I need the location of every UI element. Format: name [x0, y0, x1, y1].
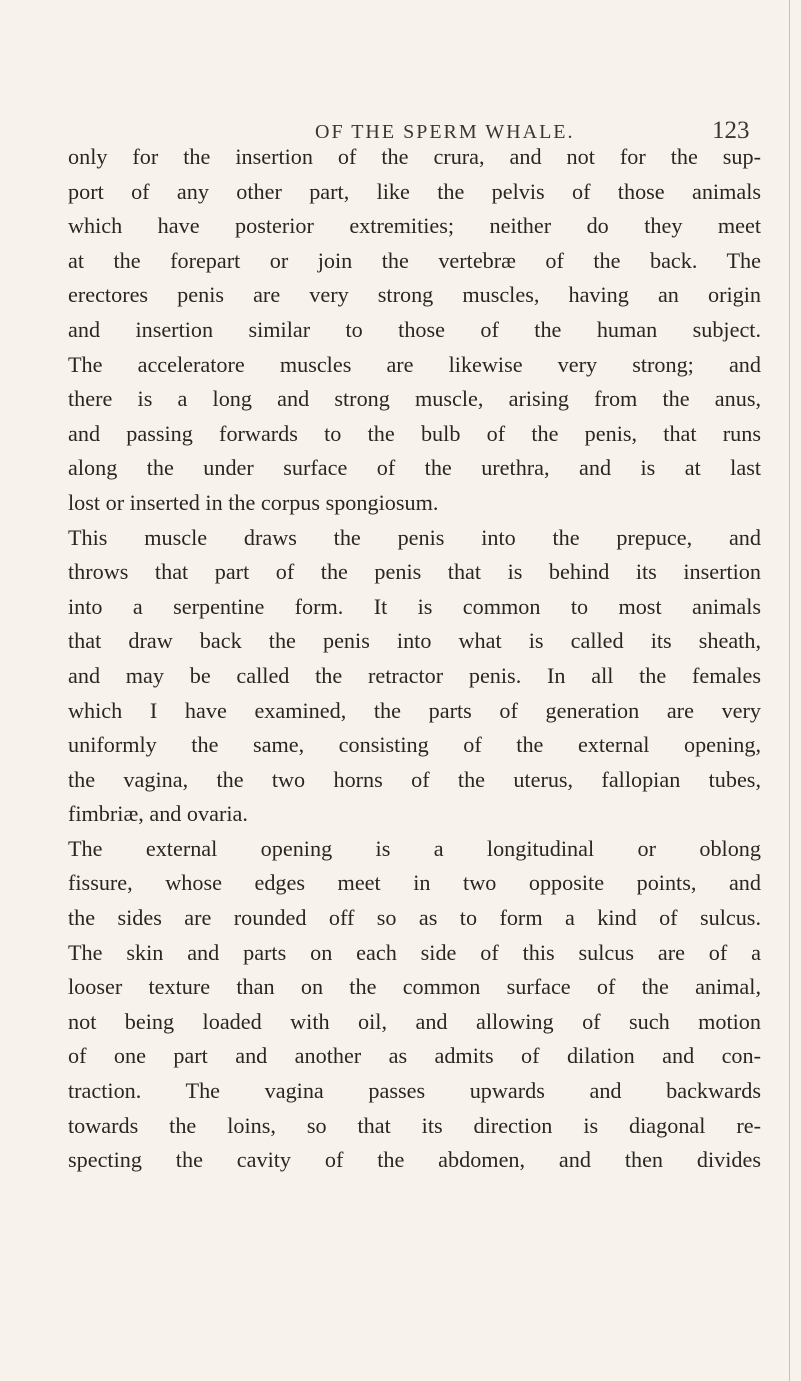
body-text	[68, 140, 761, 1178]
text-line: only for the insertion of the crura, and not for the sup-	[68, 144, 761, 169]
text-line: of one part and another as admits of dilation and con-	[68, 1043, 761, 1069]
page-number: 123	[712, 117, 750, 144]
text-line: and passing forwards to the bulb of the penis, that runs	[68, 420, 761, 446]
text-line: fissure, whose edges meet in two opposite points, and	[68, 870, 761, 896]
text-line: uniformly the same, consisting of the external opening,	[68, 732, 761, 758]
text-line: throws that part of the penis that is behind its insertion	[68, 559, 761, 585]
text-line: lost or inserted in the corpus spongiosum.	[68, 489, 439, 515]
text-line: The skin and parts on each side of this sulcus are of a	[68, 939, 761, 965]
text-line: and may be called the retractor penis. In all the females	[68, 662, 761, 688]
text-line: along the under surface of the urethra, and is at last	[68, 455, 761, 481]
text-line: The external opening is a longitudinal or oblong	[68, 835, 761, 861]
text-line: which I have examined, the parts of generation are very	[68, 697, 761, 723]
page-edge-mark	[789, 0, 790, 1381]
text-line: The acceleratore muscles are likewise very strong; and	[68, 351, 761, 377]
text-line: into a serpentine form. It is common to most animals	[68, 593, 761, 619]
text-line: port of any other part, like the pelvis of those animals	[68, 178, 761, 204]
text-line: at the forepart or join the vertebræ of the back. The	[68, 247, 761, 273]
text-line: looser texture than on the common surface of the animal,	[68, 974, 761, 1000]
text-line: the sides are rounded off so as to form a kind of sulcus.	[68, 905, 761, 931]
text-line: fimbriæ, and ovaria.	[68, 801, 248, 827]
text-line: erectores penis are very strong muscles, having an origin	[68, 282, 761, 308]
text-line: the vagina, the two horns of the uterus, fallopian tubes,	[68, 766, 761, 792]
text-line: not being loaded with oil, and allowing of such motion	[68, 1008, 761, 1034]
text-line: which have posterior extremities; neither do they meet	[68, 213, 761, 239]
running-head: OF THE SPERM WHALE.	[315, 121, 575, 143]
text-line: towards the loins, so that its direction is diagonal re-	[68, 1112, 761, 1138]
text-line: specting the cavity of the abdomen, and then divides	[68, 1147, 761, 1173]
text-line: traction. The vagina passes upwards and backwards	[68, 1078, 761, 1104]
text-line: there is a long and strong muscle, arising from the anus,	[68, 386, 761, 412]
text-line: This muscle draws the penis into the prepuce, and	[68, 524, 761, 550]
text-line: and insertion similar to those of the human subject.	[68, 316, 761, 342]
text-line: that draw back the penis into what is called its sheath,	[68, 628, 761, 654]
